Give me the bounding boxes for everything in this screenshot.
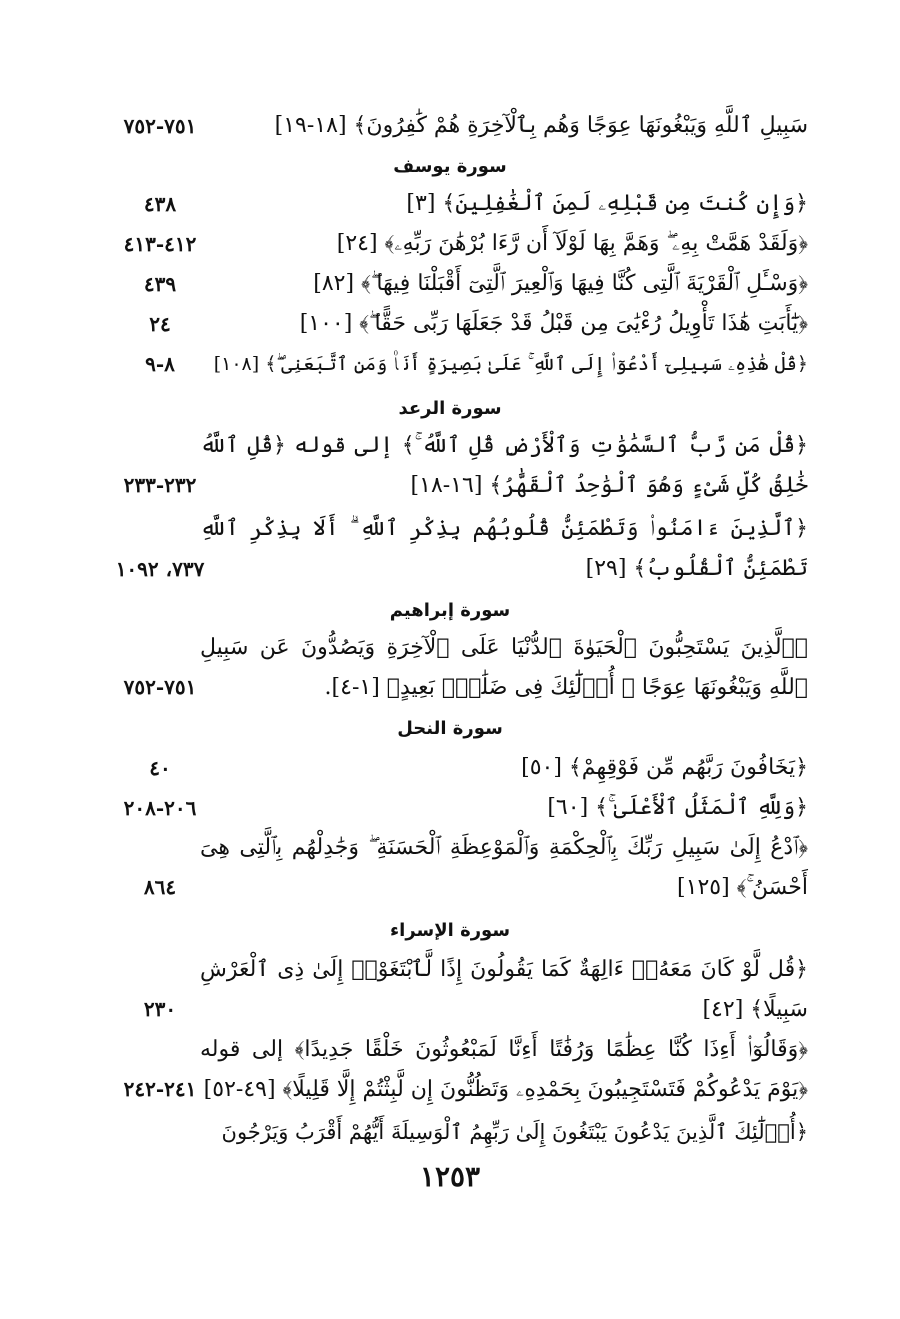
verse-line: ﴿قُلْ هَٰذِهِۦ سَبِيلِىٓ أَدْعُوٓا۟ إِلَى ٱللَّهِ ۚ عَلَىٰ بَصِيرَةٍ أَنَا۠ وَمَنِ ٱتَّبَعَنِى ۖ﴾ [١٠٨]: [213, 353, 808, 375]
reference-pages: ٤١٢-٤١٣: [123, 232, 197, 256]
verse-line: ﴿يَخَافُونَ رَبَّهُم مِّن فَوْقِهِمْ﴾ [٥٠]: [521, 755, 808, 780]
verse-line: ﴿وَلَقَدْ هَمَّتْ بِهِۦ ۖ وَهَمَّ بِهَا لَوْلَآ أَن رَّءَا بُرْهَٰنَ رَبِّهِۦ﴾ [٢٤]: [336, 231, 808, 256]
verse-paragraph: ﴿ٱلَّذِينَ يَسْتَحِبُّونَ ٱلْحَيَوٰةَ ٱلدُّنْيَا عَلَى ٱلْآخِرَةِ وَيَصُدُّونَ عَن سَبِيلِ ٱللَّهِ وَيَبْغُونَهَا عِوَجًا ۚ أُو۟لَٰٓئِكَ فِى ضَلَٰلٍۭ بَعِيدٍ﴾ [١-٤].: [200, 635, 808, 700]
surah-heading: سورة إبراهيم: [389, 600, 511, 621]
reference-pages: ٢٣٠: [143, 997, 177, 1021]
reference-pages: ٢٤١-٢٤٢: [123, 1077, 197, 1101]
verse-line: ﴿يَٰٓأَبَتِ هَٰذَا تَأْوِيلُ رُءْيَٰىَ مِن قَبْلُ قَدْ جَعَلَهَا رَبِّى حَقًّا ۖ﴾ [١٠٠]: [299, 311, 808, 336]
reference-pages: ٤٣٨: [143, 192, 177, 216]
verse-line: سَبِيلِ ٱللَّهِ وَيَبْغُونَهَا عِوَجًا وَهُم بِٱلْآخِرَةِ هُمْ كَٰفِرُونَ﴾ [١٨-١٩]: [274, 113, 808, 138]
verse-paragraph: ﴿قُلْ مَن رَّبُّ ٱلسَّمَٰوَٰتِ وَٱلْأَرْضِ قُلِ ٱللَّهُ ۚ﴾ إلى قوله ﴿قُلِ ٱللَّهُ خَٰلِقُ كُلِّ شَىْءٍ وَهُوَ ٱلْوَٰحِدُ ٱلْقَهَّٰرُ﴾ [١٦-١٨]: [200, 433, 808, 498]
page-number: ١٢٥٣: [419, 1160, 481, 1193]
surah-heading: سورة الرعد: [398, 398, 502, 419]
reference-pages: ٨-٩: [145, 352, 175, 376]
verse-paragraph: ﴿ٱلَّذِينَ ءَامَنُوا۟ وَتَطْمَئِنُّ قُلُوبُهُم بِذِكْرِ ٱللَّهِ ۗ أَلَا بِذِكْرِ ٱللَّهِ تَطْمَئِنُّ ٱلْقُلُوبُ﴾ [٢٩]: [200, 516, 808, 581]
reference-pages: ٤٠: [149, 756, 171, 780]
verse-paragraph: ﴿ٱدْعُ إِلَىٰ سَبِيلِ رَبِّكَ بِٱلْحِكْمَةِ وَٱلْمَوْعِظَةِ ٱلْحَسَنَةِ ۖ وَجَٰدِلْهُم بِٱلَّتِى هِىَ أَحْسَنُ ۚ﴾ [١٢٥]: [200, 835, 808, 900]
reference-pages: ٢٣٢-٢٣٣: [123, 473, 197, 497]
surah-heading: سورة الإسراء: [389, 920, 511, 941]
reference-pages: ٧٥١-٧٥٢: [123, 114, 197, 138]
verse-line: ﴿أُو۟لَٰٓئِكَ ٱلَّذِينَ يَدْعُونَ يَبْتَغُونَ إِلَىٰ رَبِّهِمُ ٱلْوَسِيلَةَ أَيُّهُمْ أَقْرَبُ وَيَرْجُونَ: [221, 1120, 808, 1144]
verse-paragraph: ﴿قُل لَّوْ كَانَ مَعَهُۥٓ ءَالِهَةٌ كَمَا يَقُولُونَ إِذًا لَّٱبْتَغَوْا۟ إِلَىٰ ذِى ٱلْعَرْشِ سَبِيلًا﴾ [٤٢]: [200, 957, 808, 1022]
reference-pages: ٢٤: [149, 312, 171, 336]
verse-line: ﴿وَسْـَٔلِ ٱلْقَرْيَةَ ٱلَّتِى كُنَّا فِيهَا وَٱلْعِيرَ ٱلَّتِىٓ أَقْبَلْنَا فِيهَا ۖ﴾ [٨٢]: [313, 271, 808, 296]
reference-pages: ٧٣٧، ١٠٩٢: [115, 557, 205, 581]
reference-pages: ٢٠٦-٢٠٨: [123, 796, 197, 820]
verse-line: ﴿وَلِلَّهِ ٱلْمَثَلُ ٱلْأَعْلَىٰ ۚ﴾ [٦٠]: [547, 795, 808, 820]
surah-heading: سورة يوسف: [393, 156, 507, 177]
verse-paragraph: ﴿وَقَالُوٓا۟ أَءِذَا كُنَّا عِظَٰمًا وَرُفَٰتًا أَءِنَّا لَمَبْعُوثُونَ خَلْقًا جَدِيدًا﴾ إلى قوله ﴿يَوْمَ يَدْعُوكُمْ فَتَسْتَجِيبُونَ بِحَمْدِهِۦ وَتَظُنُّونَ إِن لَّبِثْتُمْ إِلَّا قَلِيلًا﴾ [٤٩-٥٢]: [200, 1037, 808, 1102]
verse-line: ﴿وَإِن كُنتَ مِن قَبْلِهِۦ لَمِنَ ٱلْغَٰفِلِينَ﴾ [٣]: [406, 191, 808, 216]
reference-pages: ٧٥١-٧٥٢: [123, 675, 197, 699]
surah-heading: سورة النحل: [397, 718, 503, 739]
reference-pages: ٨٦٤: [143, 875, 177, 899]
reference-pages: ٤٣٩: [143, 272, 177, 296]
